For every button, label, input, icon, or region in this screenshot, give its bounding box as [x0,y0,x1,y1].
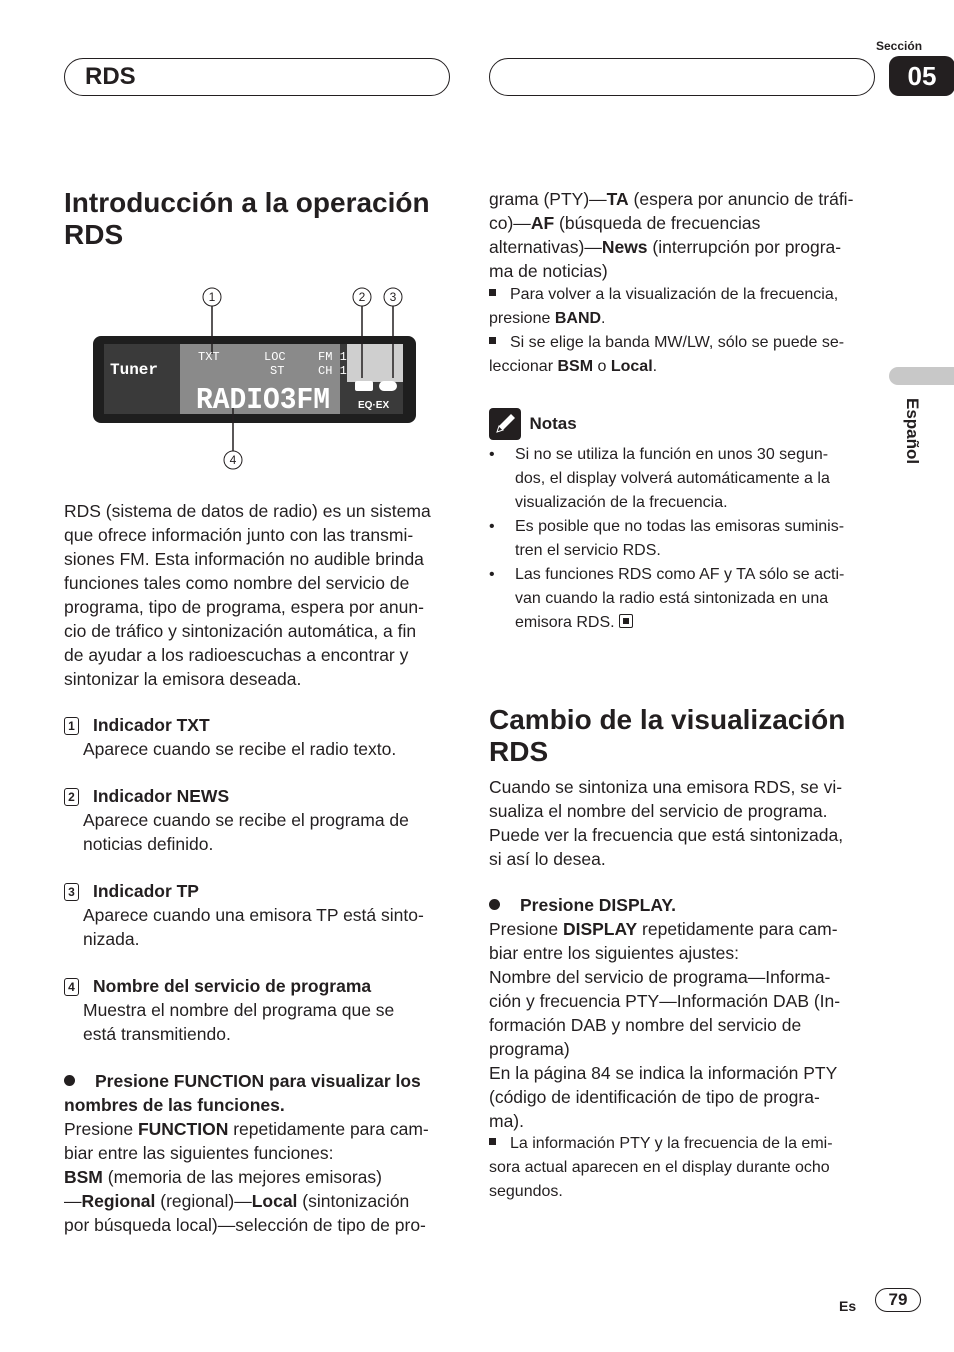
item-title: Nombre del servicio de programa [93,976,372,996]
cont-text: (búsqueda de frecuencias [554,213,761,233]
display-figure [92,282,417,472]
step-text: Presione [489,919,563,939]
note-item: • Es posible que no todas las emisoras suminis- tren el servicio RDS. [489,515,881,563]
step-text: (regional)— [155,1191,252,1211]
step-text: (sintonización [297,1191,410,1211]
step-text: En la página 84 se indica la información PTY [489,1063,838,1083]
step-text: — [64,1191,82,1211]
band-note [489,283,881,379]
item-desc: noticias definido. [83,834,214,854]
step-text: programa) [489,1039,570,1059]
intro-line: RDS (sistema de datos de radio) es un sistema [64,501,431,521]
note-text: presione [489,310,555,327]
item-desc: Aparece cuando se recibe el programa de [83,810,409,830]
display-key: DISPLAY [562,919,638,939]
display-illustration [92,282,417,472]
callout-3: 3 [389,290,397,304]
square-bullet [489,289,496,296]
intro-line: programa, tipo de programa, espera por anun- [64,597,424,617]
step-text: ción y frecuencia PTY—Información DAB (In- [489,991,841,1011]
step-text: por búsqueda local)—selección de tipo de pro- [64,1215,426,1235]
chapter-title: RDS [85,63,136,90]
language-label: Español [903,398,922,465]
intro-line: sintonizar la emisora deseada. [64,669,302,689]
regional-label: Regional [81,1191,156,1211]
step-text: Nombre del servicio de programa—Informa- [489,967,831,987]
item-number: 3 [64,883,79,901]
display-step [489,893,881,1133]
footer-lang-code: Es [839,1298,857,1314]
bsm-label: BSM [557,358,594,375]
callout-1: 1 [208,290,216,304]
local-label: Local [251,1191,298,1211]
item-title: Indicador TP [93,881,199,901]
local-label: Local [610,358,653,375]
item-number: 1 [64,717,79,735]
notes-title: Notas [529,414,577,433]
display-eq: EQ·EX [358,400,390,411]
note-text: Si se elige la banda MW/LW, sólo se puede se- [510,334,845,351]
section-number: 05 [889,56,954,96]
callout-2: 2 [358,290,366,304]
item-desc: Aparece cuando una emisora TP está sinto- [83,905,424,925]
display-loc: LOC [264,350,286,364]
function-key: FUNCTION [137,1119,229,1139]
note-text: o [593,358,611,375]
notes-list [489,443,881,635]
intro-line: de ayudar a los radioescuchas a encontrar y [64,645,409,665]
function-step [64,1069,456,1237]
cont-text: alternativas)— [489,237,602,257]
intro-paragraph [64,499,456,691]
ta-label: TA [606,189,629,209]
language-tab [889,367,954,385]
note-text: La información PTY y la frecuencia de la emi- [510,1135,833,1152]
step-text: (memoria de las mejores emisoras) [102,1167,382,1187]
step-title: Presione DISPLAY. [520,895,676,915]
news-label: News [601,237,648,257]
news-icon [355,381,373,391]
cont-text: ma de noticias) [489,261,608,281]
intro-line: funciones tales como nombre del servicio de [64,573,410,593]
note-text: leccionar [489,358,558,375]
notes-header [489,408,577,440]
intro-line: cio de tráfico y sintonización automática, a fin [64,621,417,641]
function-list-continued [489,187,881,283]
display-st: ST [270,364,285,378]
note-item: • Las funciones RDS como AF y TA sólo se acti- van cuando la radio está sintonizada en una emisora RDS. [489,563,881,635]
display-fm: FM 1 [318,350,347,364]
step-text: (código de identificación de tipo de progra- [489,1087,820,1107]
page-number: 79 [875,1288,921,1312]
note-text: . [652,358,658,375]
item-desc: está transmitiendo. [83,1024,231,1044]
item-number: 4 [64,978,79,996]
indicator-item-2 [64,784,456,856]
cont-text: co)— [489,213,531,233]
note-text: Para volver a la visualización de la frecuencia, [510,286,839,303]
item-title: Indicador NEWS [93,786,230,806]
end-mark-icon [619,614,633,628]
note-text: segundos. [489,1183,563,1200]
square-bullet [489,337,496,344]
intro-heading: Introducción a la operación RDS [64,187,430,250]
indicator-item-3 [64,879,456,951]
display-source: Tuner [110,361,159,379]
display-txt: TXT [198,350,220,364]
step-text: repetidamente para cam- [228,1119,429,1139]
step-text: biar entre las siguientes funciones: [64,1143,334,1163]
note-text: sora actual aparecen en el display durante ocho [489,1159,830,1176]
cont-text: (interrupción por progra- [647,237,842,257]
pty-note [489,1132,881,1204]
item-title: Indicador TXT [93,715,210,735]
step-bullet [489,899,500,910]
indicator-item-1 [64,713,456,761]
cont-text: (espera por anuncio de tráfi- [628,189,854,209]
display-ch: CH 1 [318,364,347,378]
step-text: ma). [489,1111,524,1131]
display-change-paragraph: Cuando se sintoniza una emisora RDS, se vi- sualiza el nombre del servicio de programa. Puede ver la frecuencia que está sintonizada, si así lo desea. [489,777,844,869]
cont-text: grama (PTY)— [489,189,607,209]
intro-line: que ofrece información junto con las transmi- [64,525,414,545]
display-change-heading: Cambio de la visualización RDS [489,704,846,767]
af-label: AF [530,213,555,233]
note-text: . [601,310,606,327]
note-item: • Si no se utiliza la función en unos 30 segun- dos, el display volverá automáticamente a la visualización de la frecuencia. [489,443,881,515]
bsm-label: BSM [64,1167,103,1187]
item-desc: nizada. [83,929,140,949]
square-bullet [489,1138,496,1145]
item-number: 2 [64,788,79,806]
item-desc: Muestra el nombre del programa que se [83,1000,395,1020]
step-text: biar entre los siguientes ajustes: [489,943,739,963]
tp-icon [379,381,397,391]
item-desc: Aparece cuando se recibe el radio texto. [83,739,397,759]
display-station: RADIO3FM [196,383,330,418]
step-text: formación DAB y nombre del servicio de [489,1015,802,1035]
section-label: Sección [876,39,923,53]
step-text: Presione [64,1119,138,1139]
band-label: BAND [554,310,602,327]
indicator-item-4 [64,974,456,1046]
chapter-header-right [489,58,875,96]
step-bullet [64,1075,75,1086]
step-title-line: nombres de las funciones. [64,1095,285,1115]
chapter-header-left [64,58,450,96]
callout-4: 4 [229,453,237,467]
notes-pencil-icon [489,408,521,440]
intro-line: siones FM. Esta información no audible brinda [64,549,424,569]
step-title-line: Presione FUNCTION para visualizar los [95,1071,421,1091]
step-text: repetidamente para cam- [637,919,838,939]
